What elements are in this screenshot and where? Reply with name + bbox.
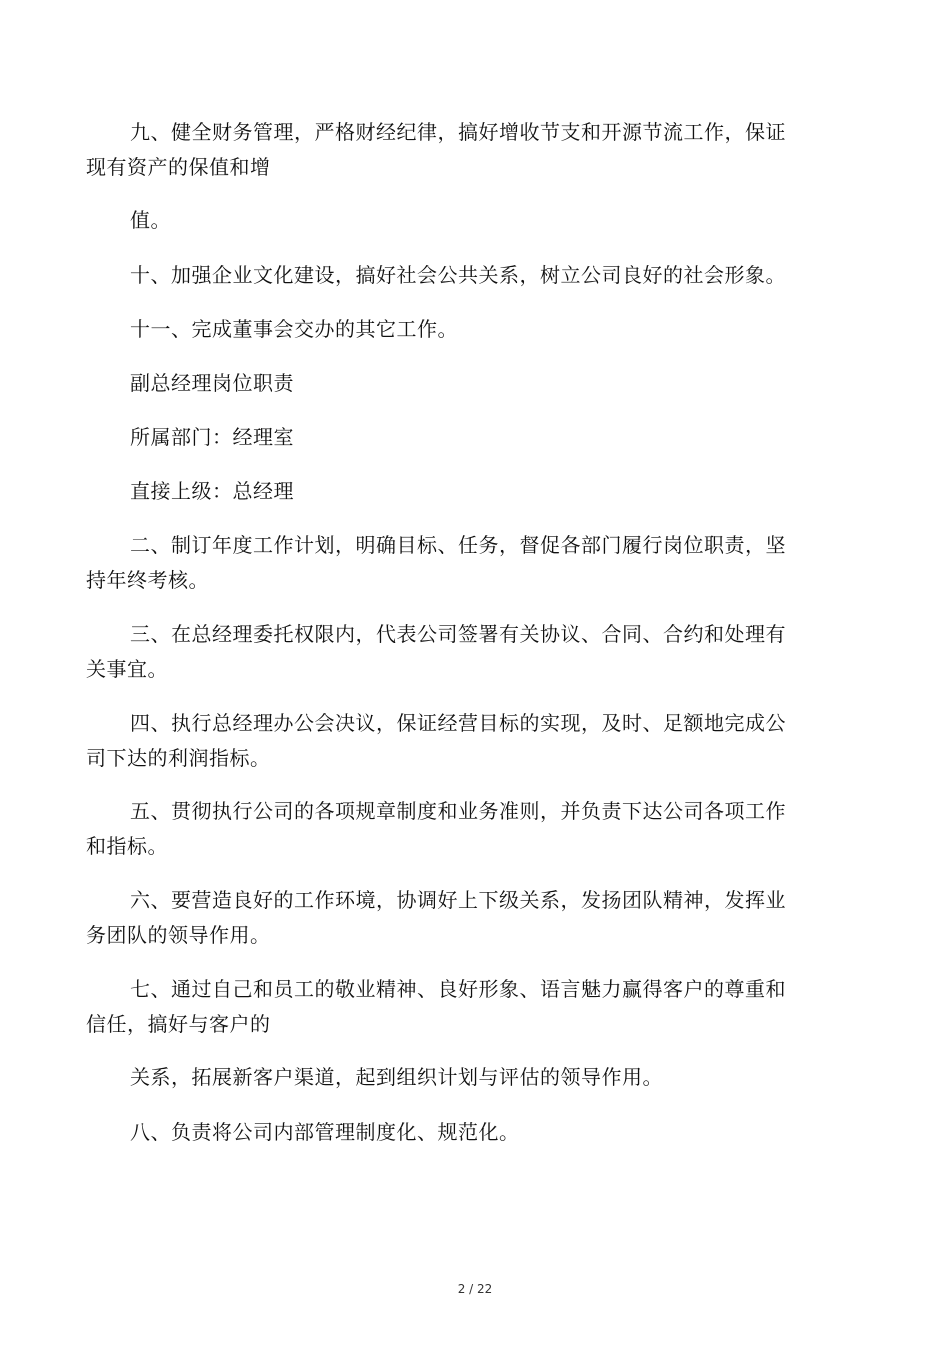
- paragraph-line: 信任，搞好与客户的: [86, 1012, 271, 1036]
- paragraph-line: 九、健全财务管理，严格财经纪律，搞好增收节支和开源节流工作，保证: [130, 120, 786, 144]
- paragraph-line: 十一、完成董事会交办的其它工作。: [130, 317, 458, 341]
- paragraph-line: 司下达的利润指标。: [86, 746, 271, 770]
- paragraph-line: 六、要营造良好的工作环境，协调好上下级关系，发扬团队精神，发挥业: [130, 888, 786, 912]
- paragraph-line: 现有资产的保值和增: [86, 155, 271, 179]
- paragraph-line: 八、负责将公司内部管理制度化、规范化。: [130, 1120, 520, 1144]
- paragraph-line: 务团队的领导作用。: [86, 923, 271, 947]
- paragraph-line: 和指标。: [86, 834, 168, 858]
- paragraph-line: 五、贯彻执行公司的各项规章制度和业务准则，并负责下达公司各项工作: [130, 799, 786, 823]
- paragraph-line: 值。: [130, 208, 171, 232]
- page-number: 2 / 22: [457, 1282, 493, 1296]
- paragraph-line: 持年终考核。: [86, 568, 209, 592]
- paragraph-line: 十、加强企业文化建设，搞好社会公共关系，树立公司良好的社会形象。: [130, 263, 786, 287]
- paragraph-line: 七、通过自己和员工的敬业精神、良好形象、语言魅力赢得客户的尊重和: [130, 977, 786, 1001]
- paragraph-line: 二、制订年度工作计划，明确目标、任务，督促各部门履行岗位职责，坚: [130, 533, 786, 557]
- section-heading: 副总经理岗位职责: [130, 371, 294, 395]
- department-line: 所属部门：经理室: [130, 425, 294, 449]
- paragraph-line: 四、执行总经理办公会决议，保证经营目标的实现，及时、足额地完成公: [130, 711, 786, 735]
- paragraph-line: 三、在总经理委托权限内，代表公司签署有关协议、合同、合约和处理有: [130, 622, 786, 646]
- paragraph-line: 关事宜。: [86, 657, 168, 681]
- supervisor-line: 直接上级：总经理: [130, 479, 294, 503]
- paragraph-line: 关系，拓展新客户渠道，起到组织计划与评估的领导作用。: [130, 1065, 663, 1089]
